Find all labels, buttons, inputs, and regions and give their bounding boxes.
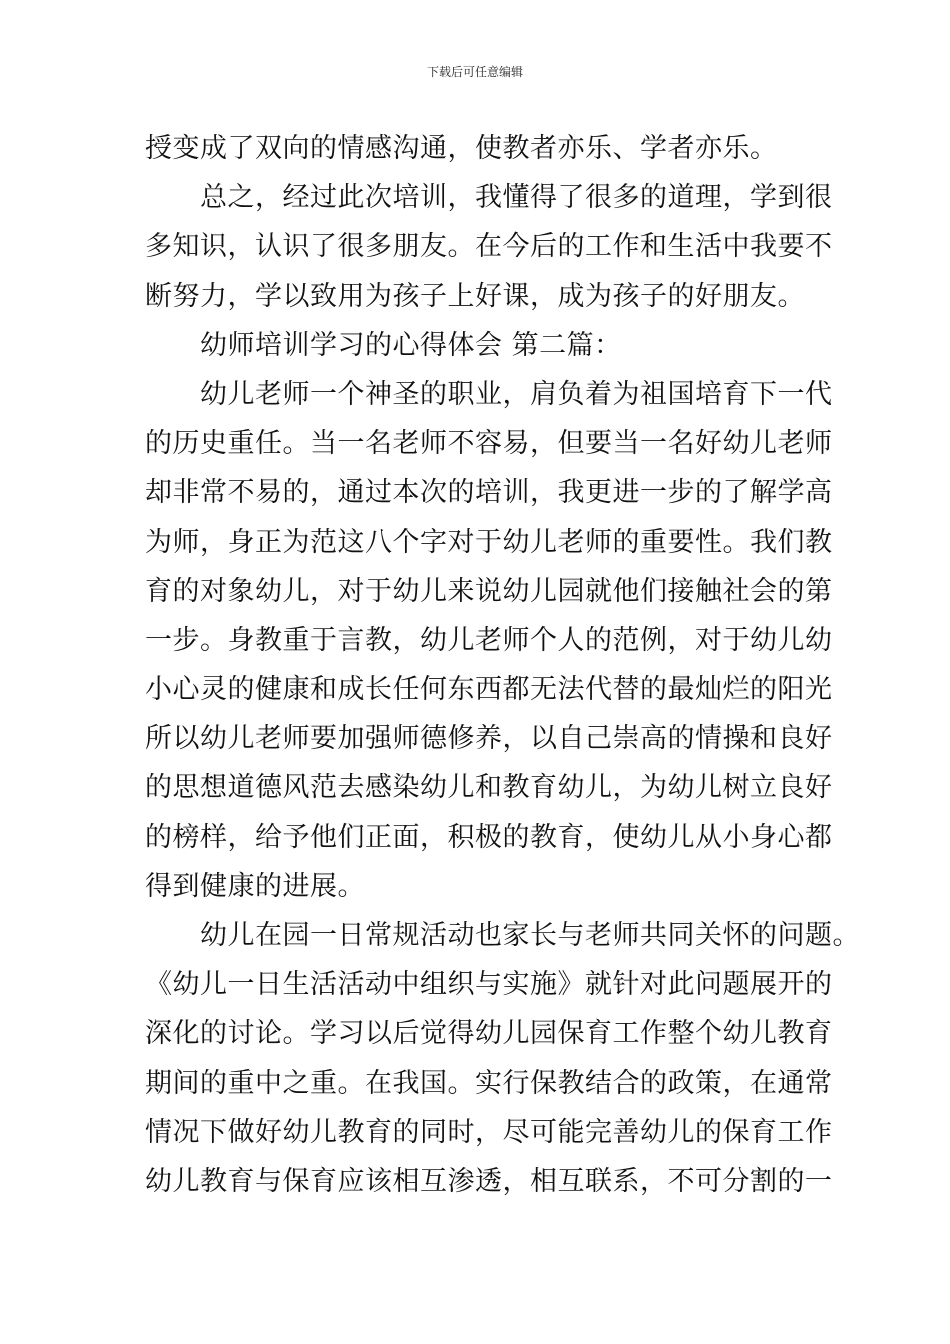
text-line: 幼儿老师一个神圣的职业，肩负着为祖国培育下一代	[200, 378, 833, 410]
text-line: 的思想道德风范去感染幼儿和教育幼儿，为幼儿树立良好	[145, 772, 833, 804]
text-line: 总之，经过此次培训，我懂得了很多的道理，学到很	[200, 182, 833, 214]
text-line: 的榜样，给予他们正面，积极的教育，使幼儿从小身心都	[145, 821, 833, 853]
text-line: 却非常不易的，通过本次的培训，我更进一步的了解学高	[145, 477, 833, 509]
text-line: 所以幼儿老师要加强师德修养，以自己崇高的情操和良好	[145, 723, 833, 755]
text-line: 深化的讨论。学习以后觉得幼儿园保育工作整个幼儿教育	[145, 1018, 833, 1050]
text-line: 为师，身正为范这八个字对于幼儿老师的重要性。我们教	[145, 526, 833, 558]
text-line: 育的对象幼儿，对于幼儿来说幼儿园就他们接触社会的第	[145, 575, 833, 607]
text-line: 的历史重任。当一名老师不容易，但要当一名好幼儿老师	[145, 428, 833, 460]
section-heading: 幼师培训学习的心得体会 第二篇：	[200, 329, 622, 361]
text-line: 断努力，学以致用为孩子上好课，成为孩子的好朋友。	[145, 280, 805, 312]
text-line: 期间的重中之重。在我国。实行保教结合的政策，在通常	[145, 1067, 833, 1099]
text-line: 情况下做好幼儿教育的同时，尽可能完善幼儿的保育工作	[145, 1116, 833, 1148]
text-line: 得到健康的进展。	[145, 870, 365, 902]
text-line: 小心灵的健康和成长任何东西都无法代替的最灿烂的阳光	[145, 674, 833, 706]
text-line: 多知识，认识了很多朋友。在今后的工作和生活中我要不	[145, 231, 833, 263]
text-line: 《幼儿一日生活活动中组织与实施》就针对此问题展开的	[145, 969, 833, 1001]
text-line: 幼儿在园一日常规活动也家长与老师共同关怀的问题。	[200, 920, 860, 951]
page-header: 下载后可任意编辑	[426, 65, 523, 79]
text-line: 授变成了双向的情感沟通，使教者亦乐、学者亦乐。	[145, 133, 778, 164]
text-line: 一步。身教重于言教，幼儿老师个人的范例，对于幼儿幼	[145, 624, 833, 656]
document-body	[145, 124, 860, 1206]
text-line: 幼儿教育与保育应该相互渗透，相互联系，不可分割的一	[145, 1165, 833, 1197]
